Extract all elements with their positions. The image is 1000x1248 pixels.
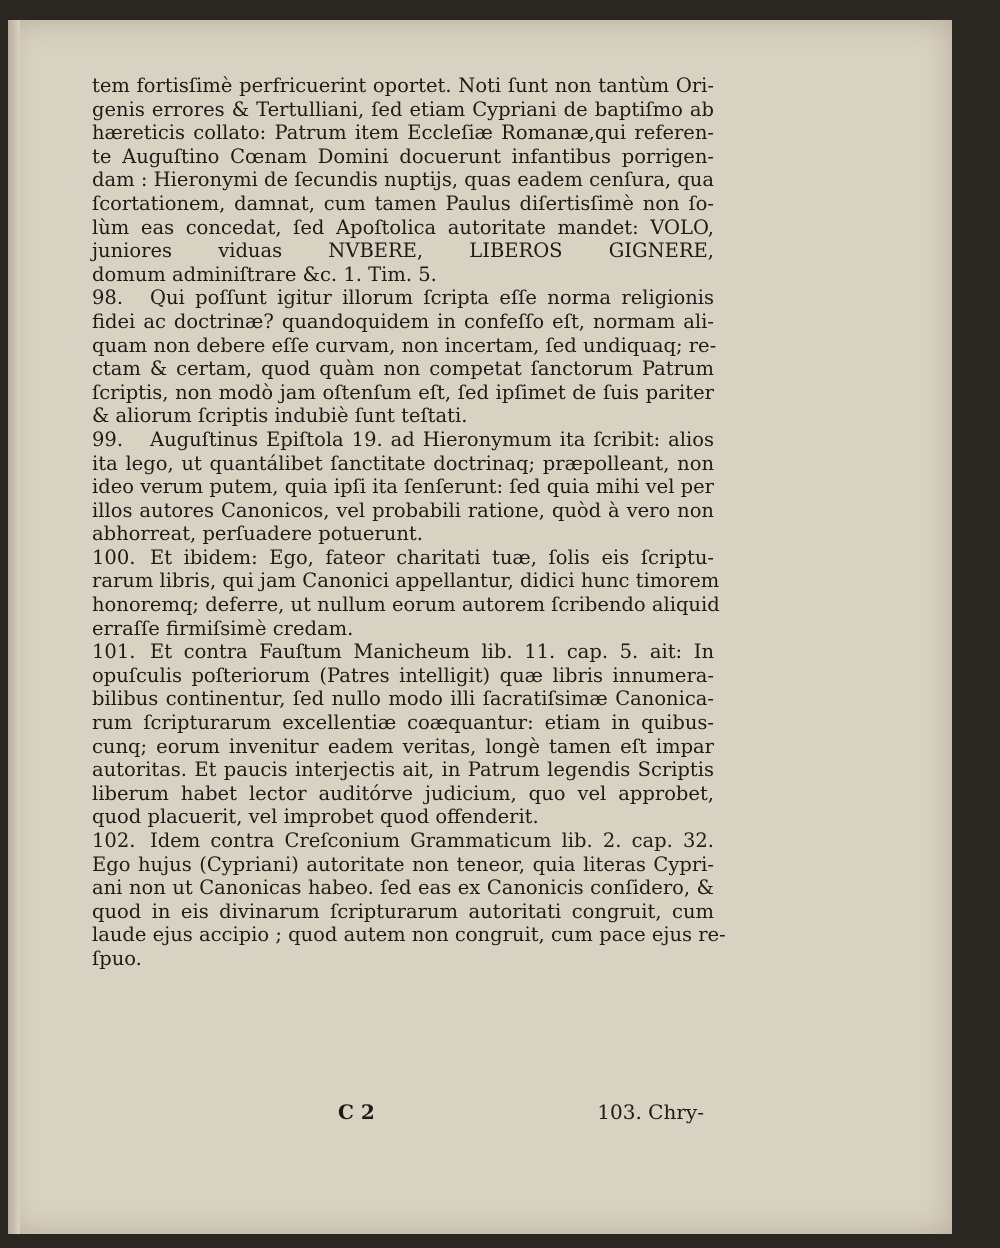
text-line: lùm eas concedat, ſed Apoſtolica autoritate mandet: VOLO, — [92, 215, 714, 239]
paragraph-102 — [92, 829, 726, 971]
text-line: liberum habet lector auditórve judicium, quo vel approbet, — [92, 781, 714, 805]
text-line: tem fortisſimè perfricuerint oportet. Noti ſunt non tantùm Ori- — [92, 74, 714, 97]
text-line-content: Et ibidem: Ego, fateor charitati tuæ, ſolis eis ſcriptu- — [150, 545, 714, 569]
text-line: honoremq; deferre, ut nullum eorum autorem ſcribendo aliquid — [92, 593, 720, 617]
text-line: quod placuerit, vel improbet quod offenderit. — [92, 805, 539, 829]
text-line: rarum libris, qui jam Canonici appellantur, didici hunc timorem — [92, 569, 720, 593]
text-line: cunq; eorum invenitur eadem veritas, longè tamen eſt impar — [92, 734, 714, 758]
catchword: 103. Chry- — [597, 1100, 704, 1124]
text-line: juniores viduas NVBERE, LIBEROS GIGNERE, — [92, 239, 714, 263]
signature-mark: C 2 — [338, 1100, 375, 1124]
text-line: te Auguſtino Cœnam Domini docuerunt infantibus porrigen- — [92, 144, 714, 168]
text-line: domum adminiſtrare &c. 1. Tim. 5. — [92, 262, 437, 286]
paragraph-100 — [92, 545, 720, 640]
text-line — [92, 428, 714, 452]
text-line: ſcriptis, non modò jam oſtenſum eſt, ſed ipſimet de ſuis pariter — [92, 380, 714, 404]
text-line: ideo verum putem, quia ipſi ita ſenſerunt: ſed quia mihi vel per — [92, 475, 714, 499]
text-line: Ego hujus (Cypriani) autoritate non teneor, quia literas Cypri- — [92, 852, 714, 876]
paragraph-number: 102. — [92, 829, 136, 852]
page-text — [92, 74, 726, 971]
text-line: & aliorum ſcriptis indubiè ſunt teſtati. — [92, 404, 468, 428]
text-line: dam : Hieronymi de ſecundis nuptijs, quas eadem cenſura, qua — [92, 168, 714, 192]
page-footer — [92, 1100, 714, 1130]
paragraph-98 — [92, 286, 717, 428]
text-line: quam non debere eſſe curvam, non incertam, ſed undiquaq; re- — [92, 333, 717, 357]
paragraph-number: 99. — [92, 427, 124, 451]
opening-paragraph — [92, 74, 714, 286]
book-page — [8, 20, 952, 1234]
text-line — [92, 286, 714, 310]
text-line-content: Auguſtinus Epiſtola 19. ad Hieronymum ita ſcribit: alios — [150, 427, 714, 451]
text-line: laude ejus accipio ; quod autem non congruit, cum pace ejus re- — [92, 923, 726, 947]
paragraph-number: 101. — [92, 640, 136, 664]
text-line: hæreticis collato: Patrum item Eccleſiæ Romanæ,qui referen- — [92, 121, 714, 145]
paragraph-101 — [92, 640, 714, 829]
text-line: autoritas. Et paucis interjectis ait, in Patrum legendis Scriptis — [92, 758, 714, 782]
text-line: quod in eis divinarum ſcripturarum autoritati congruit, cum — [92, 899, 714, 923]
text-line-content: Et contra Fauſtum Manicheum lib. 11. cap. 5. ait: In — [150, 640, 714, 664]
text-line: erraſſe firmiſsimè credam. — [92, 616, 354, 640]
text-line: abhorreat, perſuadere potuerunt. — [92, 522, 423, 546]
paragraph-number: 98. — [92, 286, 124, 310]
text-line — [92, 829, 714, 853]
paragraph-99 — [92, 428, 714, 546]
text-line-content: Qui poſſunt igitur illorum ſcripta eſſe norma religionis — [150, 286, 714, 310]
text-line-content: Idem contra Creſconium Grammaticum lib. 2. cap. 32. — [150, 829, 714, 852]
text-line: ſpuo. — [92, 946, 142, 970]
text-line — [92, 546, 714, 570]
text-line: ſcortationem, damnat, cum tamen Paulus diſertisſimè non ſo- — [92, 191, 714, 215]
text-line: opuſculis poſteriorum (Patres intelligit) quæ libris innumera- — [92, 663, 714, 687]
paragraph-number: 100. — [92, 545, 136, 569]
text-line: ani non ut Canonicas habeo. ſed eas ex Canonicis conſidero, & — [92, 876, 714, 900]
text-line: bilibus continentur, ſed nullo modo illi ſacratiſsimæ Canonica- — [92, 687, 714, 711]
text-line: ctam & certam, quod quàm non competat ſanctorum Patrum — [92, 357, 714, 381]
text-line: genis errores & Tertulliani, ſed etiam Cypriani de baptiſmo ab — [92, 97, 714, 121]
text-line: rum ſcripturarum excellentiæ coæquantur: etiam in quibus- — [92, 711, 714, 735]
text-line: fidei ac doctrinæ? quandoquidem in confeſſo eſt, normam ali- — [92, 309, 714, 333]
text-line: illos autores Canonicos, vel probabili ratione, quòd à vero non — [92, 498, 714, 522]
text-line: ita lego, ut quantálibet ſanctitate doctrinaq; præpolleant, non — [92, 451, 714, 475]
text-line — [92, 640, 714, 664]
